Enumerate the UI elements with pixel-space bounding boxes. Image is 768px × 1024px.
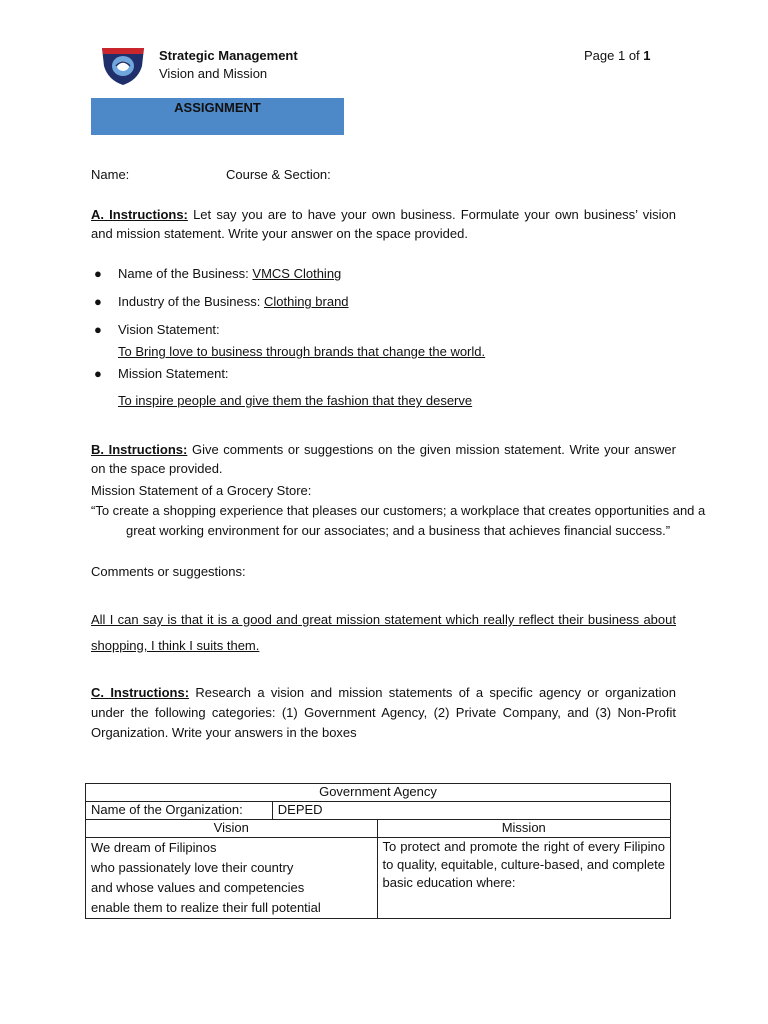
government-agency-table	[85, 783, 671, 919]
mission-statement-answer: To inspire people and give them the fashion that they deserve	[118, 393, 473, 408]
page-number	[584, 48, 651, 63]
page-prefix: Page 1 of	[584, 48, 644, 63]
course-section-label: Course & Section:	[226, 167, 331, 182]
vision-header: Vision	[86, 820, 378, 838]
section-b-heading: B. Instructions:	[91, 442, 188, 457]
bullet-icon: ●	[94, 266, 102, 281]
mission-statement-label: Mission Statement:	[118, 366, 229, 381]
section-b-text: Give comments or suggestions on the given mission statement. Write your answer on the space provided.	[91, 442, 676, 476]
bullet-icon: ●	[94, 322, 102, 337]
table-title: Government Agency	[86, 784, 671, 802]
grocery-mission-quote-line1: “To create a shopping experience that pleases our customers; a workplace that creates opportunities and a	[91, 503, 706, 518]
section-c-text: Research a vision and mission statements of a specific agency or organization under the following categories: (1) Government Agency, (2) Private Company, and (3) Non-Profit Organization. Write your answers in the boxes	[91, 685, 676, 740]
page-total: 1	[643, 48, 651, 63]
vision-cell	[86, 838, 378, 919]
mission-cell: To protect and promote the right of every Filipino to quality, equitable, culture-based, and complete basic education where:	[377, 838, 670, 919]
assignment-title: ASSIGNMENT	[174, 100, 261, 115]
name-label: Name:	[91, 167, 130, 182]
section-a-instructions	[91, 205, 676, 243]
section-a-text: Let say you are to have your own business. Formulate your own business’ vision and mission statement. Write your answer on the space provided.	[91, 207, 676, 241]
section-c-instructions	[91, 683, 676, 743]
vision-line: enable them to realize their full potential	[91, 900, 321, 915]
vision-statement-label: Vision Statement:	[118, 322, 220, 337]
vision-line: and whose values and competencies	[91, 880, 305, 895]
comments-label: Comments or suggestions:	[91, 564, 246, 579]
vision-mission-header-row	[86, 820, 671, 838]
org-name-label: Name of the Organization:	[86, 802, 273, 820]
comments-answer-line1: All I can say is that it is a good and great mission statement which really reflect their business about	[91, 612, 676, 627]
bullet-icon: ●	[94, 294, 102, 309]
business-name-label: Name of the Business:	[118, 266, 253, 281]
bullet-icon: ●	[94, 366, 102, 381]
mission-header: Mission	[377, 820, 670, 838]
business-name-item	[118, 266, 341, 281]
document-subtitle: Vision and Mission	[159, 66, 268, 81]
org-name-row	[86, 802, 671, 820]
vision-mission-content-row	[86, 838, 671, 919]
vision-line: We dream of Filipinos	[91, 840, 217, 855]
vision-line: who passionately love their country	[91, 860, 294, 875]
business-name-answer: VMCS Clothing	[252, 266, 342, 281]
section-c-heading: C. Instructions:	[91, 685, 190, 700]
grocery-mission-quote-line2: great working environment for our associates; and a business that achieves financial success.”	[126, 523, 671, 538]
school-logo	[98, 44, 148, 86]
section-a-heading: A. Instructions:	[91, 207, 188, 222]
table-title-row	[86, 784, 671, 802]
grocery-mission-label: Mission Statement of a Grocery Store:	[91, 483, 312, 498]
industry-label: Industry of the Business:	[118, 294, 264, 309]
industry-answer: Clothing brand	[263, 294, 349, 309]
section-b-instructions	[91, 440, 676, 478]
assignment-banner	[91, 98, 344, 135]
course-title: Strategic Management	[159, 48, 298, 63]
org-name-value: DEPED	[272, 802, 670, 820]
business-industry-item	[118, 294, 349, 309]
vision-statement-answer: To Bring love to business through brands that change the world.	[118, 344, 486, 359]
comments-answer-line2: shopping, I think I suits them.	[91, 638, 260, 653]
